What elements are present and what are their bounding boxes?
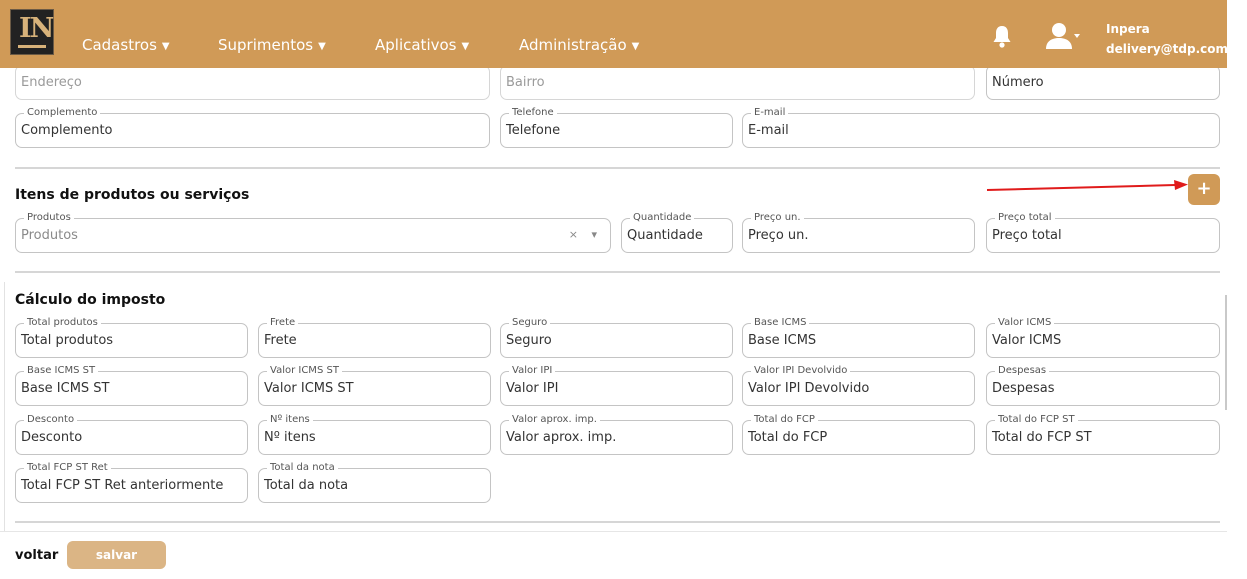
produtos-placeholder: Produtos <box>21 228 78 243</box>
menu-aplicativos[interactable] <box>375 36 469 54</box>
preco-un-label: Preço un. <box>751 212 804 224</box>
chevron-down-icon <box>1074 34 1080 38</box>
numero-placeholder: Número <box>992 75 1044 90</box>
field-label: Total produtos <box>24 317 101 329</box>
email-label: E-mail <box>751 107 788 119</box>
field-placeholder: Desconto <box>21 430 83 445</box>
back-link[interactable]: voltar <box>15 548 59 563</box>
total-nota-field[interactable] <box>258 462 491 503</box>
chevron-down-icon: ▼ <box>631 41 640 52</box>
field-placeholder: Base ICMS ST <box>21 381 110 396</box>
field-placeholder: Base ICMS <box>748 333 817 348</box>
field-placeholder: Total da nota <box>264 478 349 493</box>
field-placeholder: Valor aprox. imp. <box>506 430 617 445</box>
num-itens-field[interactable] <box>258 414 491 455</box>
produtos-label: Produtos <box>24 212 74 224</box>
produtos-select[interactable] <box>15 212 611 253</box>
menu-suprimentos[interactable] <box>218 36 326 54</box>
section-divider <box>15 271 1220 273</box>
despesas-field[interactable] <box>986 365 1220 406</box>
bell-icon[interactable] <box>992 24 1012 48</box>
user-email: delivery@tdp.com.br <box>1106 42 1247 56</box>
total-fcp-st-ret-field[interactable] <box>15 462 248 503</box>
field-placeholder: Total do FCP ST <box>992 430 1092 445</box>
field-placeholder: Seguro <box>506 333 552 348</box>
field-label: Base ICMS <box>751 317 809 329</box>
menu-label: Suprimentos <box>218 36 314 54</box>
valor-icms-field[interactable] <box>986 317 1220 358</box>
endereco-placeholder: Endereço <box>21 75 82 90</box>
section-divider <box>15 521 1220 523</box>
footer-divider <box>0 531 1227 532</box>
bairro-field[interactable] <box>500 65 975 100</box>
valor-ipi-devolvido-field[interactable] <box>742 365 975 406</box>
annotation-arrow <box>985 178 1190 194</box>
preco-total-field[interactable] <box>986 212 1220 253</box>
field-placeholder: Total do FCP <box>748 430 828 445</box>
quantidade-placeholder: Quantidade <box>627 228 703 243</box>
user-icon[interactable] <box>1046 22 1080 50</box>
field-placeholder: Total produtos <box>21 333 114 348</box>
seguro-field[interactable] <box>500 317 733 358</box>
field-label: Desconto <box>24 414 77 426</box>
base-icms-field[interactable] <box>742 317 975 358</box>
chevron-down-icon: ▼ <box>461 41 470 52</box>
logo-monogram: IN <box>19 13 53 44</box>
base-icms-st-field[interactable] <box>15 365 248 406</box>
field-label: Nº itens <box>267 414 313 426</box>
add-item-button[interactable] <box>1188 174 1220 205</box>
plus-icon: + <box>1196 178 1212 199</box>
endereco-field[interactable] <box>15 65 490 100</box>
valor-ipi-field[interactable] <box>500 365 733 406</box>
email-placeholder: E-mail <box>748 123 789 138</box>
field-label: Seguro <box>509 317 550 329</box>
field-placeholder: Valor ICMS <box>992 333 1062 348</box>
left-border <box>4 282 5 532</box>
field-label: Despesas <box>995 365 1049 377</box>
field-label: Valor IPI <box>509 365 555 377</box>
field-placeholder: Valor IPI Devolvido <box>748 381 870 396</box>
quantidade-field[interactable] <box>621 212 733 253</box>
field-label: Total do FCP <box>751 414 818 426</box>
scrollbar-edge <box>1225 295 1227 410</box>
field-label: Total do FCP ST <box>995 414 1078 426</box>
bairro-placeholder: Bairro <box>506 75 545 90</box>
user-name: Inpera <box>1106 22 1150 36</box>
menu-label: Cadastros <box>82 36 157 54</box>
valor-aprox-imp-field[interactable] <box>500 414 733 455</box>
field-label: Valor ICMS <box>995 317 1054 329</box>
field-placeholder: Frete <box>264 333 297 348</box>
preco-un-field[interactable] <box>742 212 975 253</box>
menu-administracao[interactable] <box>519 36 639 54</box>
preco-un-placeholder: Preço un. <box>748 228 809 243</box>
chevron-down-icon: ▼ <box>318 41 326 52</box>
field-placeholder: Despesas <box>992 381 1055 396</box>
total-fcp-field[interactable] <box>742 414 975 455</box>
field-label: Valor aprox. imp. <box>509 414 600 426</box>
field-label: Frete <box>267 317 298 329</box>
field-label: Valor ICMS ST <box>267 365 342 377</box>
telefone-label: Telefone <box>509 107 557 119</box>
frete-field[interactable] <box>258 317 491 358</box>
field-label: Total FCP ST Ret <box>24 462 111 474</box>
preco-total-label: Preço total <box>995 212 1055 224</box>
section-divider <box>15 167 1220 169</box>
preco-total-placeholder: Preço total <box>992 228 1062 243</box>
brand-logo[interactable] <box>10 9 54 55</box>
field-placeholder: Total FCP ST Ret anteriormente <box>21 478 224 493</box>
save-button[interactable]: salvar <box>67 541 166 569</box>
quantidade-label: Quantidade <box>630 212 694 224</box>
chevron-down-icon: ▼ <box>161 41 170 52</box>
field-label: Base ICMS ST <box>24 365 98 377</box>
menu-cadastros[interactable] <box>82 36 170 54</box>
menu-label: Aplicativos <box>375 36 457 54</box>
complemento-field[interactable] <box>15 107 490 148</box>
valor-icms-st-field[interactable] <box>258 365 491 406</box>
field-label: Total da nota <box>267 462 338 474</box>
total-fcp-st-field[interactable] <box>986 414 1220 455</box>
top-navbar <box>0 0 1247 68</box>
field-label: Valor IPI Devolvido <box>751 365 850 377</box>
tax-section-title: Cálculo do imposto <box>15 292 166 308</box>
telefone-field[interactable] <box>500 107 733 148</box>
field-placeholder: Valor IPI <box>506 381 559 396</box>
field-placeholder: Nº itens <box>264 430 316 445</box>
items-section-title: Itens de produtos ou serviços <box>15 187 250 203</box>
desconto-field[interactable] <box>15 414 248 455</box>
field-placeholder: Valor ICMS ST <box>264 381 354 396</box>
menu-label: Administração <box>519 36 627 54</box>
clear-icon[interactable]: × ▾ <box>568 228 602 241</box>
complemento-placeholder: Complemento <box>21 123 113 138</box>
numero-field[interactable] <box>986 65 1220 100</box>
telefone-placeholder: Telefone <box>506 123 561 138</box>
total-produtos-field[interactable] <box>15 317 248 358</box>
complemento-label: Complemento <box>24 107 100 119</box>
email-field[interactable] <box>742 107 1220 148</box>
